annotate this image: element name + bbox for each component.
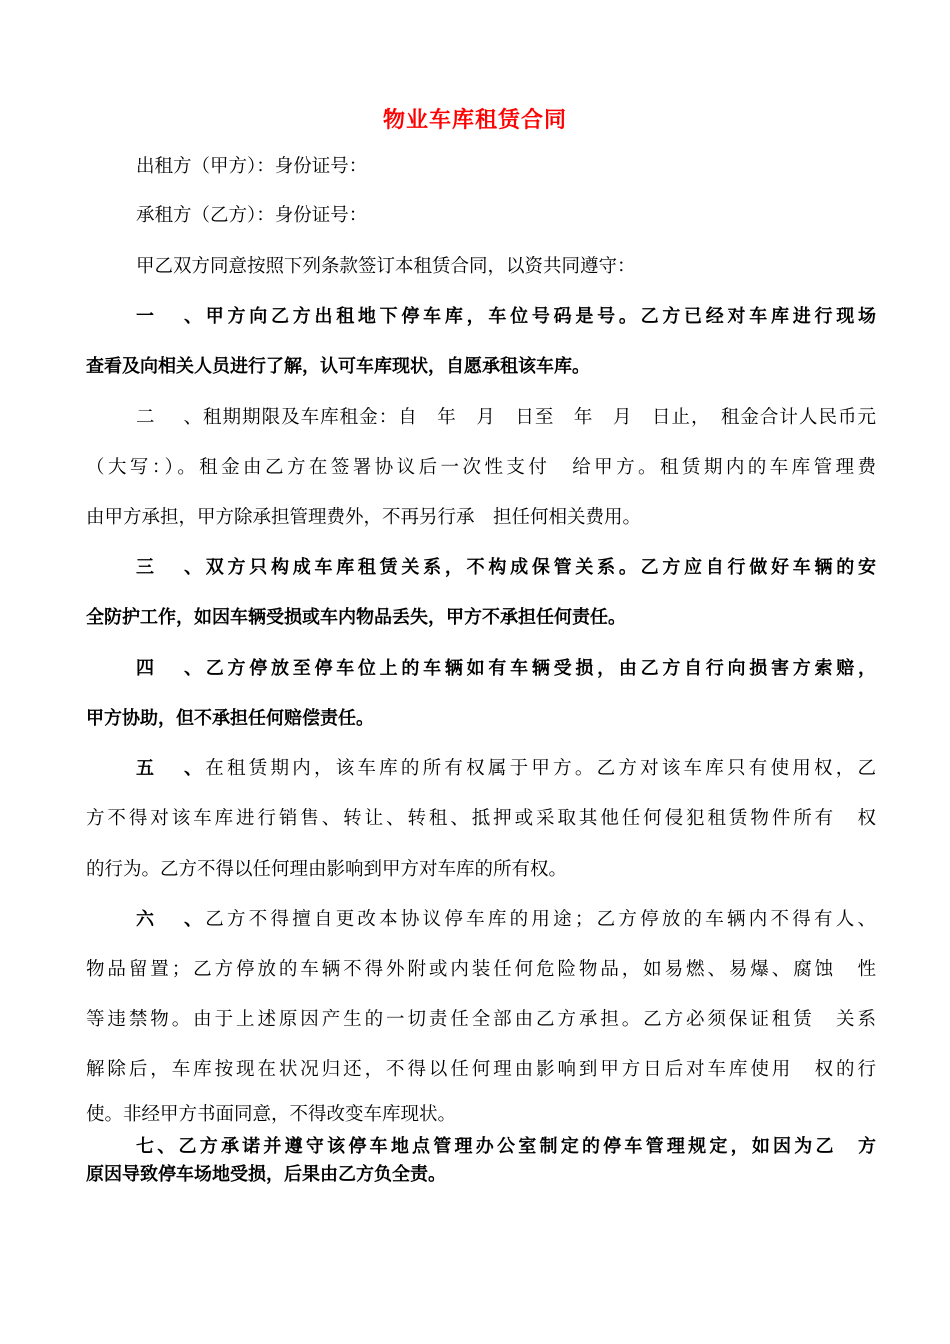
clause-2-line-3: 由甲方承担，甲方除承担管理费外，不再另行承 担任何相关费用。 <box>86 507 642 528</box>
clause-7-line-1: 七、乙方承诺并遵守该停车地点管理办公室制定的停车管理规定，如因为乙 方 <box>136 1136 876 1157</box>
clause-3-line-2: 全防护工作，如因车辆受损或车内物品丢失，甲方不承担任何责任。 <box>86 607 626 628</box>
clause-3-text: 双方只构成车库租赁关系，不构成保管关系。乙方应自行做好车辆的安 <box>202 557 876 578</box>
clause-2-number: 二、 <box>136 407 202 428</box>
clause-1-line-1 <box>136 302 876 332</box>
clause-4-text: 乙方停放至停车位上的车辆如有车辆受损，由乙方自行向损害方索赔， <box>202 658 876 679</box>
clause-6-line-3: 等违禁物。由于上述原因产生的一切责任全部由乙方承担。乙方必须保证租赁 关系 <box>86 1009 876 1030</box>
lessee-line: 承租方（乙方）：身份证号： <box>136 205 368 226</box>
clause-7-line-2: 原因导致停车场地受损，后果由乙方负全责。 <box>86 1164 446 1185</box>
clause-2-line-1 <box>136 403 876 433</box>
clause-1-number: 一、 <box>136 306 202 327</box>
clause-6-number: 六、 <box>136 909 202 930</box>
clause-1-line-2: 查看及向相关人员进行了解，认可车库现状，自愿承租该车库。 <box>86 356 590 377</box>
clause-6-text: 乙方不得擅自更改本协议停车库的用途；乙方停放的车辆内不得有人、 <box>202 909 876 930</box>
clause-5-line-3: 的行为。乙方不得以任何理由影响到甲方对车库的所有权。 <box>86 859 568 880</box>
clause-4-number: 四、 <box>136 658 202 679</box>
clause-2-line-2: （大写：）。租金由乙方在签署协议后一次性支付 给甲方。租赁期内的车库管理费 <box>86 457 876 478</box>
clause-6-line-1 <box>136 905 876 935</box>
preamble-line: 甲乙双方同意按照下列条款签订本租赁合同，以资共同遵守： <box>136 256 636 277</box>
clause-3-line-1 <box>136 553 876 583</box>
clause-6-line-2: 物品留置；乙方停放的车辆不得外附或内装任何危险物品，如易燃、易爆、腐蚀 性 <box>86 959 876 980</box>
clause-5-text: 在租赁期内，该车库的所有权属于甲方。乙方对该车库只有使用权，乙 <box>202 758 876 779</box>
clause-5-number: 五、 <box>136 758 202 779</box>
lessor-line: 出租方（甲方）：身份证号： <box>136 156 368 177</box>
clause-1-text: 甲方向乙方出租地下停车库，车位号码是号。乙方已经对车库进行现场 <box>202 306 876 327</box>
clause-6-line-4: 解除后，车库按现在状况归还，不得以任何理由影响到甲方日后对车库使用 权的行 <box>86 1059 876 1080</box>
clause-4-line-2: 甲方协助，但不承担任何赔偿责任。 <box>86 708 374 729</box>
clause-6-line-5: 使。非经甲方书面同意，不得改变车库现状。 <box>86 1104 457 1125</box>
clause-4-line-1 <box>136 654 876 684</box>
clause-5-line-1 <box>136 754 876 784</box>
clause-2-text: 租期期限及车库租金：自 年 月 日至 年 月 日止， 租金合计人民币元 <box>202 407 876 428</box>
clause-5-line-2: 方不得对该车库进行销售、转让、转租、抵押或采取其他任何侵犯租赁物件所有 权 <box>86 808 876 829</box>
clause-3-number: 三、 <box>136 557 202 578</box>
page-title: 物业车库租赁合同 <box>382 108 567 133</box>
